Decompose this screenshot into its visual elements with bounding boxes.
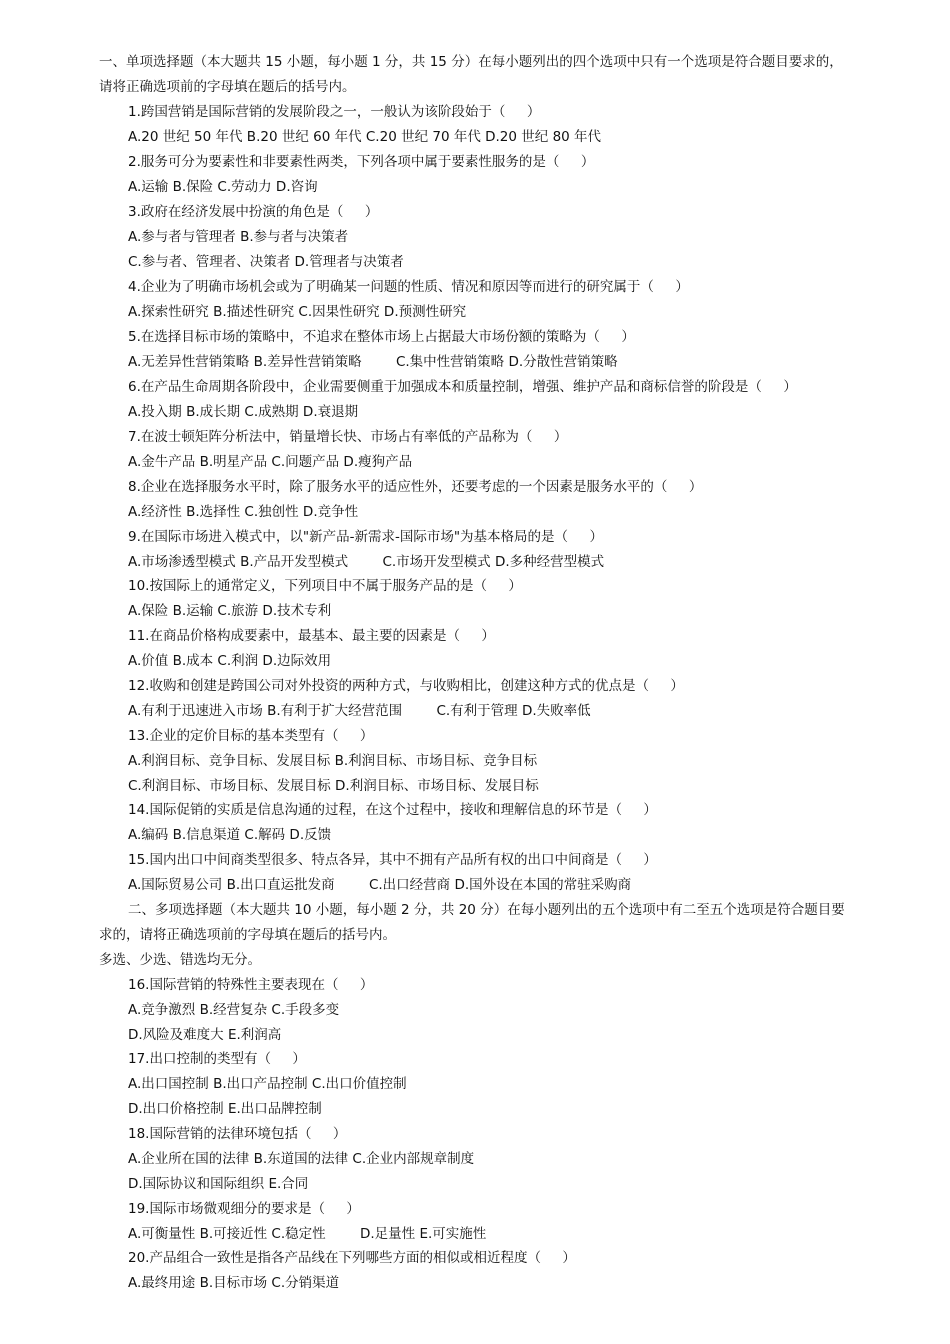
question-17-options-1: A.出口国控制 B.出口产品控制 C.出口价值控制 bbox=[128, 1076, 407, 1092]
question-16-options-2: D.风险及难度大 E.利润高 bbox=[128, 1027, 282, 1043]
question-8-options: A.经济性 B.选择性 C.独创性 D.竞争性 bbox=[128, 504, 359, 520]
question-12-options: A.有利于迅速进入市场 B.有利于扩大经营范围 C.有利于管理 D.失败率低 bbox=[128, 703, 591, 719]
question-10-options: A.保险 B.运输 C.旅游 D.技术专利 bbox=[128, 603, 332, 619]
question-2-stem: 2.服务可分为要素性和非要素性两类，下列各项中属于要素性服务的是（ ） bbox=[128, 154, 595, 170]
question-1-stem: 1.跨国营销是国际营销的发展阶段之一，一般认为该阶段始于（ ） bbox=[128, 104, 541, 120]
question-11-options: A.价值 B.成本 C.利润 D.边际效用 bbox=[128, 653, 332, 669]
question-3-stem: 3.政府在经济发展中扮演的角色是（ ） bbox=[128, 204, 379, 220]
question-19-options: A.可衡量性 B.可接近性 C.稳定性 D.足量性 E.可实施性 bbox=[128, 1226, 487, 1242]
question-16-options-1: A.竞争激烈 B.经营复杂 C.手段多变 bbox=[128, 1002, 340, 1018]
question-16-stem: 16.国际营销的特殊性主要表现在（ ） bbox=[128, 977, 374, 993]
question-10-stem: 10.按国际上的通常定义，下列项目中不属于服务产品的是（ ） bbox=[128, 578, 522, 594]
question-4-options: A.探索性研究 B.描述性研究 C.因果性研究 D.预测性研究 bbox=[128, 304, 467, 320]
question-5-options: A.无差异性营销策略 B.差异性营销策略 C.集中性营销策略 D.分散性营销策略 bbox=[128, 354, 618, 370]
question-17-options-2: D.出口价格控制 E.出口品牌控制 bbox=[128, 1101, 322, 1117]
question-15-options: A.国际贸易公司 B.出口直运批发商 C.出口经营商 D.国外设在本国的常驻采购商 bbox=[128, 877, 632, 893]
question-7-stem: 7.在波士顿矩阵分析法中，销量增长快、市场占有率低的产品称为（ ） bbox=[128, 429, 568, 445]
question-14-options: A.编码 B.信息渠道 C.解码 D.反馈 bbox=[128, 827, 332, 843]
question-18-stem: 18.国际营销的法律环境包括（ ） bbox=[128, 1126, 347, 1142]
question-13-stem: 13.企业的定价目标的基本类型有（ ） bbox=[128, 728, 374, 744]
question-5-stem: 5.在选择目标市场的策略中，不追求在整体市场上占据最大市场份额的策略为（ ） bbox=[128, 329, 635, 345]
question-17-stem: 17.出口控制的类型有（ ） bbox=[128, 1051, 306, 1067]
question-18-options-1: A.企业所在国的法律 B.东道国的法律 C.企业内部规章制度 bbox=[128, 1151, 475, 1167]
question-13-options-1: A.利润目标、竞争目标、发展目标 B.利润目标、市场目标、竞争目标 bbox=[128, 753, 538, 769]
question-14-stem: 14.国际促销的实质是信息沟通的过程，在这个过程中，接收和理解信息的环节是（ ） bbox=[128, 802, 657, 818]
question-18-options-2: D.国际协议和国际组织 E.合同 bbox=[128, 1176, 309, 1192]
section1-intro-line1: 一、单项选择题（本大题共 15 小题，每小题 1 分，共 15 分）在每小题列出的四个选项中只有一个选项是符合题目要求的， bbox=[99, 54, 843, 70]
question-3-options-1: A.参与者与管理者 B.参与者与决策者 bbox=[128, 229, 349, 245]
question-15-stem: 15.国内出口中间商类型很多、特点各异，其中不拥有产品所有权的出口中间商是（ ） bbox=[128, 852, 657, 868]
question-3-options-2: C.参与者、管理者、决策者 D.管理者与决策者 bbox=[128, 254, 404, 270]
question-19-stem: 19.国际市场微观细分的要求是（ ） bbox=[128, 1201, 360, 1217]
section2-intro-line3: 多选、少选、错选均无分。 bbox=[99, 952, 261, 968]
question-11-stem: 11.在商品价格构成要素中，最基本、最主要的因素是（ ） bbox=[128, 628, 495, 644]
question-4-stem: 4.企业为了明确市场机会或为了明确某一问题的性质、情况和原因等而进行的研究属于（ ） bbox=[128, 279, 689, 295]
question-6-stem: 6.在产品生命周期各阶段中，企业需要侧重于加强成本和质量控制，增强、维护产品和商标信誉的阶段是（ ） bbox=[128, 379, 797, 395]
question-12-stem: 12.收购和创建是跨国公司对外投资的两种方式，与收购相比，创建这种方式的优点是（ ） bbox=[128, 678, 684, 694]
section2-intro-line1: 二、多项选择题（本大题共 10 小题，每小题 2 分，共 20 分）在每小题列出的五个选项中有二至五个选项是符合题目要 bbox=[128, 902, 845, 918]
question-6-options: A.投入期 B.成长期 C.成熟期 D.衰退期 bbox=[128, 404, 359, 420]
question-8-stem: 8.企业在选择服务水平时，除了服务水平的适应性外，还要考虑的一个因素是服务水平的（ ） bbox=[128, 479, 703, 495]
question-2-options: A.运输 B.保险 C.劳动力 D.咨询 bbox=[128, 179, 318, 195]
section1-intro-line2: 请将正确选项前的字母填在题后的括号内。 bbox=[99, 79, 356, 95]
section2-intro-line2: 求的，请将正确选项前的字母填在题后的括号内。 bbox=[99, 927, 396, 943]
question-9-options: A.市场渗透型模式 B.产品开发型模式 C.市场开发型模式 D.多种经营型模式 bbox=[128, 554, 605, 570]
question-13-options-2: C.利润目标、市场目标、发展目标 D.利润目标、市场目标、发展目标 bbox=[128, 778, 539, 794]
question-1-options: A.20 世纪 50 年代 B.20 世纪 60 年代 C.20 世纪 70 年代 D.20 世纪 80 年代 bbox=[128, 129, 602, 145]
question-20-stem: 20.产品组合一致性是指各产品线在下列哪些方面的相似或相近程度（ ） bbox=[128, 1250, 576, 1266]
question-7-options: A.金牛产品 B.明星产品 C.问题产品 D.瘦狗产品 bbox=[128, 454, 413, 470]
question-9-stem: 9.在国际市场进入模式中，以"新产品-新需求-国际市场"为基本格局的是（ ） bbox=[128, 529, 603, 545]
question-20-options: A.最终用途 B.目标市场 C.分销渠道 bbox=[128, 1275, 340, 1291]
